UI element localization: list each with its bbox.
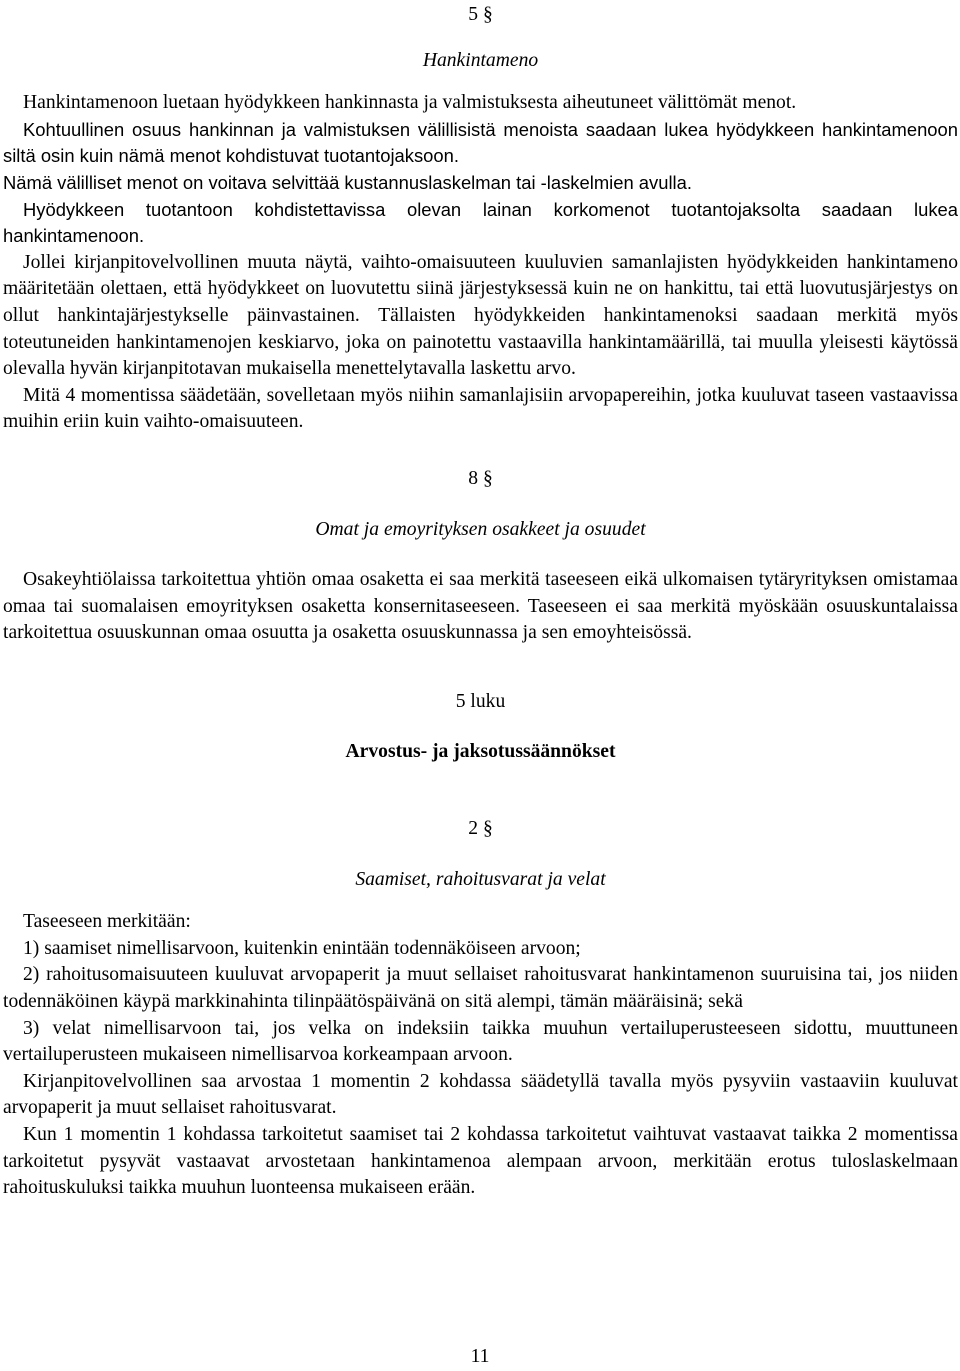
document-page [3,0,958,1202]
paragraph: Nämä välilliset menot on voitava selvittää kustannuslaskelman tai -laskelmien avulla. [3,171,692,193]
section-title-saamiset: Saamiset, rahoitusvarat ja velat [355,868,606,890]
page-number: 11 [470,1346,490,1367]
paragraph: Taseeseen merkitään: [23,911,191,933]
chapter-title: Arvostus- ja jaksotussäännökset [345,741,616,763]
paragraph: Kohtuullinen osuus hankinnan ja valmistuksen välillisistä menoista saadaan lukea hyödykkeen hankintamenoon siltä osin kuin nämä menot kohdistuvat tuotantojaksoon. [3,118,958,167]
list-item: 1) saamiset nimellisarvoon, kuitenkin enintään todennäköiseen arvoon; [23,937,581,959]
section-number-5: 5 § [468,4,493,25]
paragraph: Hankintamenoon luetaan hyödykkeen hankinnasta ja valmistuksesta aiheutuneet välittömät menot. [23,92,797,114]
section-number-8: 8 § [468,467,493,489]
list-item: 2) rahoitusomaisuuteen kuuluvat arvopaperit ja muut sellaiset rahoitusvarat hankintamenon suuruisina tai, jos niiden todennäköinen käypä markkinahinta tilinpäätöspäivänä on sitä alempi, tämän määräisinä; sekä [3,964,958,1013]
paragraph: Mitä 4 momentissa säädetään, sovelletaan myös niihin samanlajisiin arvopapereihin, jotka kuuluvat taseen vastaavissa muihin eriin kuin vaihto-omaisuuteen. [3,384,958,433]
chapter-label: 5 luku [455,690,506,712]
paragraph: Hyödykkeen tuotantoon kohdistettavissa olevan lainan korkomenot tuotantojaksolta saadaan lukea hankintamenoon. [3,198,958,247]
paragraph: Kirjanpitovelvollinen saa arvostaa 1 momentin 2 kohdassa säädetyllä tavalla myös pysyviin vastaaviin kuuluvat arvopaperit ja muut sellaiset rahoitusvarat. [3,1070,958,1119]
paragraph: Osakeyhtiölaissa tarkoitettua yhtiön omaa osaketta ei saa merkitä taseeseen eikä ulkomaisen tytäryrityksen omistamaa omaa tai suomalaisen emoyrityksen osaketta konsernitaseeseen. Taseeseen ei saa merkitä myöskään osuuskuntalaissa tarkoitettua osuuskunnan omaa osuutta ja osaketta osuuskunnassa ja sen emoyhteisössä. [3,569,958,644]
paragraph: Kun 1 momentin 1 kohdassa tarkoitetut saamiset tai 2 kohdassa tarkoitetut vaihtuvat vastaavat taikka 2 momentissa tarkoitetut pysyvät vastaavat arvostetaan hankintamenoa alempaan arvoon, merkitään erotus tuloslaskelmaan rahoituskuluksi taikka muuhun luonteensa mukaiseen erään. [3,1124,958,1199]
section-title-omat-osakkeet: Omat ja emoyrityksen osakkeet ja osuudet [315,518,646,540]
section-title-hankintameno: Hankintameno [422,49,539,71]
section-number-2: 2 § [468,818,493,840]
paragraph: Jollei kirjanpitovelvollinen muuta näytä, vaihto-omaisuuteen kuuluvien samanlajisten hyödykkeiden hankintameno määritetään olettaen, että hyödykkeet on luovutettu siinä järjestyksessä kuin ne on hankittu, tai että luovutusjärjestys on ollut hankintajärjestykselle päinvastainen. Tällaisten hyödykkeiden hankintamenoksi saadaan merkitä myös toteutuneiden hankintamenojen keskiarvo, joka on painotettu vastaavilla hankintamäärillä, tai muulla yleisesti käytössä olevalla hyvän kirjanpitotavan mukaisella menettelytavalla laskettu arvo. [3,251,958,380]
list-item: 3) velat nimellisarvoon tai, jos velka on indeksiin taikka muuhun vertailuperusteeseen sidottu, muuttuneen vertailuperusteen mukaiseen nimellisarvoa korkeampaan arvoon. [3,1017,958,1066]
